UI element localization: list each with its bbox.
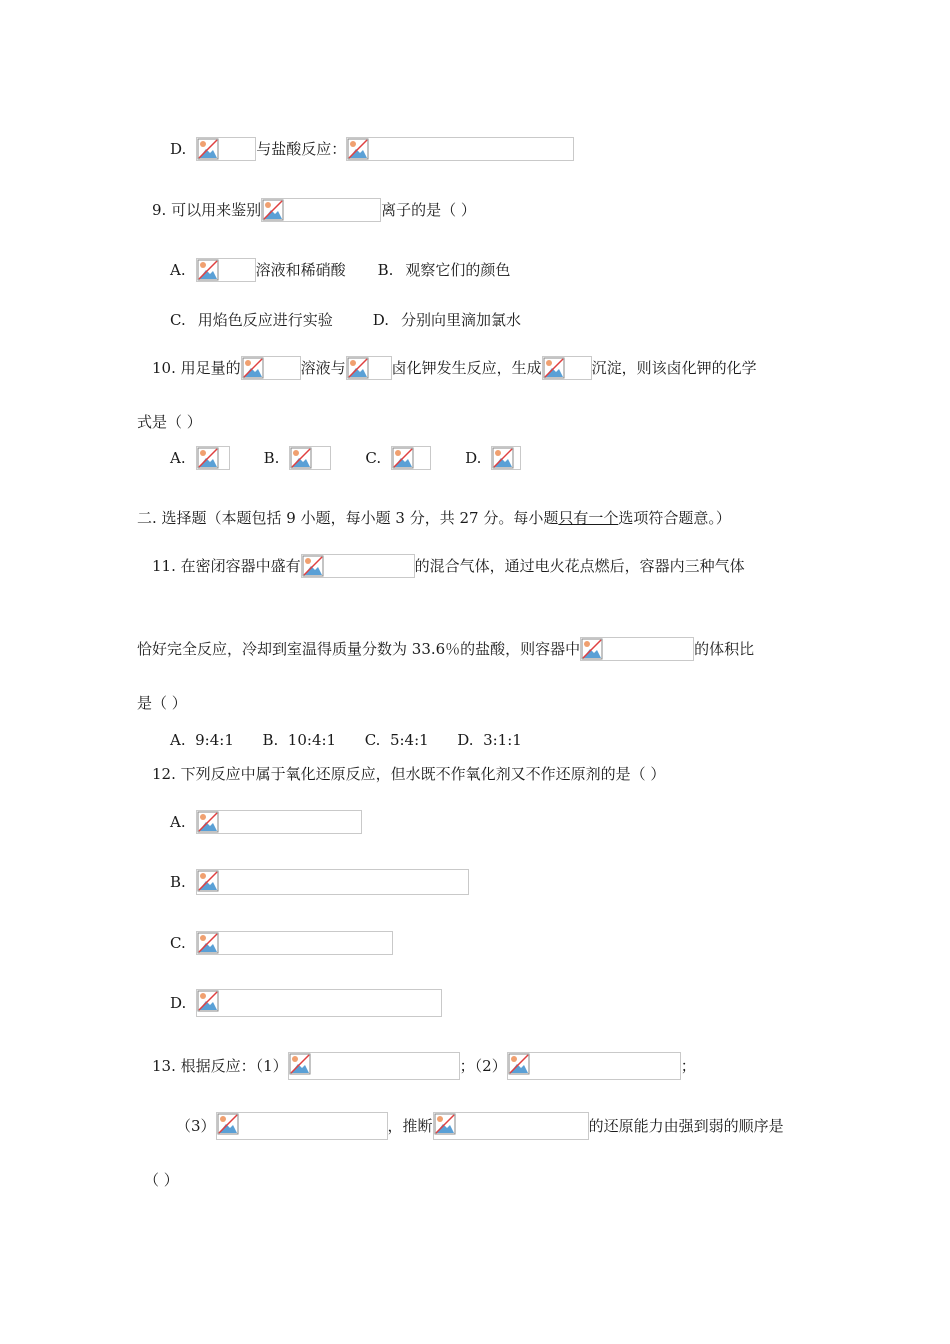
q10-stem-b: 溶液与 <box>300 359 346 377</box>
formula-image-icon <box>196 989 442 1017</box>
q10-options <box>170 446 521 470</box>
formula-image-icon <box>196 258 256 282</box>
option-label: C. <box>365 449 382 467</box>
q9-options-cd <box>170 308 521 332</box>
q9-a-text: 溶液和稀硝酸 <box>255 261 346 279</box>
formula-image-icon <box>580 637 694 661</box>
option-label: B. <box>170 873 186 891</box>
q13-stem-a: 13. 根据反应：（1） <box>152 1057 288 1075</box>
q13-stem-d: 的还原能力由强到弱的顺序是 <box>588 1117 784 1135</box>
formula-image-icon <box>241 356 301 380</box>
q12-stem-text: 12. 下列反应中属于氧化还原反应，但水既不作氧化剂又不作还原剂的是（ ） <box>152 765 666 783</box>
q11-options <box>170 728 522 752</box>
q10-stem-e: 式是（ ） <box>137 413 202 431</box>
formula-image-icon <box>391 446 431 470</box>
formula-image-icon <box>301 554 415 578</box>
formula-image-icon <box>196 869 469 895</box>
q12-option-a <box>170 810 362 834</box>
formula-image-icon <box>196 446 230 470</box>
option-label: A. <box>170 261 186 279</box>
q9-d-text: 分别向里滴加氯水 <box>401 311 522 329</box>
q13-stem-end <box>144 1168 179 1192</box>
q13-sep1: ；（2） <box>459 1057 507 1075</box>
q8-option-d <box>170 137 574 161</box>
q9-stem-b: 离子的是（ ） <box>381 201 476 219</box>
formula-image-icon <box>507 1052 681 1080</box>
q11-stem-b: 的混合气体，通过电火花点燃后，容器内三种气体 <box>414 557 745 575</box>
q13-stem-e: （ ） <box>144 1171 179 1189</box>
section-heading <box>137 506 731 530</box>
q11-stem-cont <box>137 637 754 661</box>
q13-sep2: ； <box>680 1057 696 1075</box>
q11-stem-end <box>137 691 187 715</box>
q11-stem-a: 11. 在密闭容器中盛有 <box>152 557 301 575</box>
option-label: A. <box>170 813 186 831</box>
q12-option-b <box>170 870 469 894</box>
q11-stem-e: 是（ ） <box>137 694 187 712</box>
q10-stem-cont <box>137 410 202 434</box>
formula-image-icon <box>433 1112 589 1140</box>
option-label: A. <box>170 449 186 467</box>
option-label: C. <box>170 311 186 329</box>
q12-stem <box>152 762 665 786</box>
q8-d-text: 与盐酸反应： <box>256 140 347 158</box>
formula-image-icon <box>196 137 256 161</box>
option-label: C. <box>170 934 186 952</box>
formula-image-icon <box>289 446 331 470</box>
q13-stem <box>152 1054 696 1078</box>
q9-b-text: 观察它们的颜色 <box>405 261 511 279</box>
option-label: D. <box>372 311 389 329</box>
formula-image-icon <box>346 356 392 380</box>
q11-options-text: A. 9:4:1 B. 10:4:1 C. 5:4:1 D. 3:1:1 <box>170 731 522 749</box>
formula-image-icon <box>542 356 592 380</box>
q12-option-d <box>170 991 442 1015</box>
formula-image-icon <box>216 1112 388 1140</box>
q10-stem-a: 10. 用足量的 <box>152 359 241 377</box>
q13-stem-cont <box>176 1114 784 1138</box>
q10-stem-d: 沉淀，则该卤化钾的化学 <box>591 359 757 377</box>
q11-stem <box>152 554 745 578</box>
q13-stem-b: （3） <box>176 1117 216 1135</box>
option-label: D. <box>465 449 482 467</box>
option-label: B. <box>377 261 394 279</box>
formula-image-icon <box>346 137 574 161</box>
q11-stem-d: 的体积比 <box>694 640 755 658</box>
q10-stem <box>152 356 757 380</box>
q10-stem-c: 卤化钾发生反应，生成 <box>391 359 542 377</box>
q9-c-text: 用焰色反应进行实验 <box>197 311 333 329</box>
q13-stem-c: ，推断 <box>387 1117 433 1135</box>
formula-image-icon <box>196 810 362 834</box>
q9-stem-a: 9. 可以用来鉴别 <box>152 201 262 219</box>
section-heading-a: 二. 选择题（本题包括 9 小题，每小题 3 分，共 27 分。每小题 <box>137 509 559 527</box>
formula-image-icon <box>288 1052 460 1080</box>
q12-option-c <box>170 931 393 955</box>
q9-options-ab <box>170 258 510 282</box>
q11-stem-c: 恰好完全反应，冷却到室温得质量分数为 33.6％的盐酸，则容器中 <box>137 640 581 658</box>
section-heading-underlined: 只有一个 <box>558 509 619 527</box>
formula-image-icon <box>196 931 393 955</box>
option-label: D. <box>170 140 187 158</box>
formula-image-icon <box>491 446 521 470</box>
option-label: B. <box>263 449 280 467</box>
section-heading-b: 选项符合题意。） <box>618 509 731 527</box>
q9-stem <box>152 198 476 222</box>
option-label: D. <box>170 994 187 1012</box>
formula-image-icon <box>261 198 381 222</box>
